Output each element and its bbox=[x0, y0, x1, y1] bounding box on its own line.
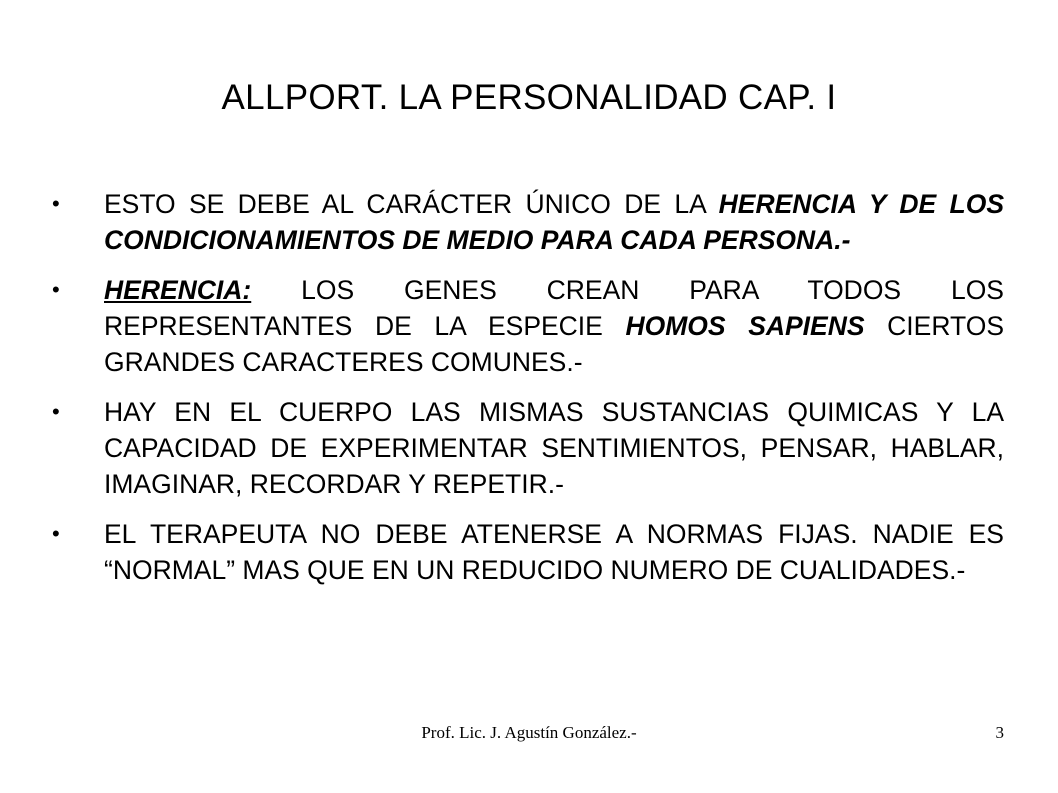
slide-footer bbox=[0, 723, 1058, 747]
bullet-item bbox=[52, 186, 1004, 258]
bullet-marker: • bbox=[52, 191, 60, 216]
bullet-item bbox=[52, 516, 1004, 588]
bullet-text: ESTO SE DEBE AL CARÁCTER ÚNICO DE LA bbox=[104, 189, 719, 219]
bullet-marker: • bbox=[52, 399, 60, 424]
bullet-list bbox=[52, 186, 1004, 602]
footer-author: Prof. Lic. J. Agustín González.- bbox=[421, 723, 637, 742]
bullet-emphasis-text: HOMOS SAPIENS bbox=[625, 311, 865, 341]
bullet-text: HAY EN EL CUERPO LAS MISMAS SUSTANCIAS QUIMICAS Y LA CAPACIDAD DE EXPERIMENTAR SENTIMIENTOS, PENSAR, HABLAR, IMAGINAR, RECORDAR Y REPETIR.- bbox=[104, 397, 1004, 499]
bullet-text: CIERTOS GRANDES CARACTERES COMUNES.- bbox=[104, 311, 1004, 377]
bullet-marker: • bbox=[52, 521, 60, 546]
bullet-marker: • bbox=[52, 277, 60, 302]
bullet-underlined-term: HERENCIA: bbox=[104, 275, 252, 305]
bullet-item bbox=[52, 272, 1004, 380]
slide-title: ALLPORT. LA PERSONALIDAD CAP. I bbox=[221, 78, 837, 117]
bullet-emphasis-text: HERENCIA Y DE LOS CONDICIONAMIENTOS DE MEDIO PARA CADA PERSONA.- bbox=[104, 189, 1005, 255]
page-number: 3 bbox=[995, 723, 1004, 742]
bullet-text: LOS GENES CREAN PARA TODOS LOS REPRESENTANTES DE LA ESPECIE bbox=[104, 275, 1004, 341]
bullet-item bbox=[52, 394, 1004, 502]
bullet-text: EL TERAPEUTA NO DEBE ATENERSE A NORMAS FIJAS. NADIE ES “NORMAL” MAS QUE EN UN REDUCIDO NUMERO DE CUALIDADES.- bbox=[104, 519, 1004, 585]
